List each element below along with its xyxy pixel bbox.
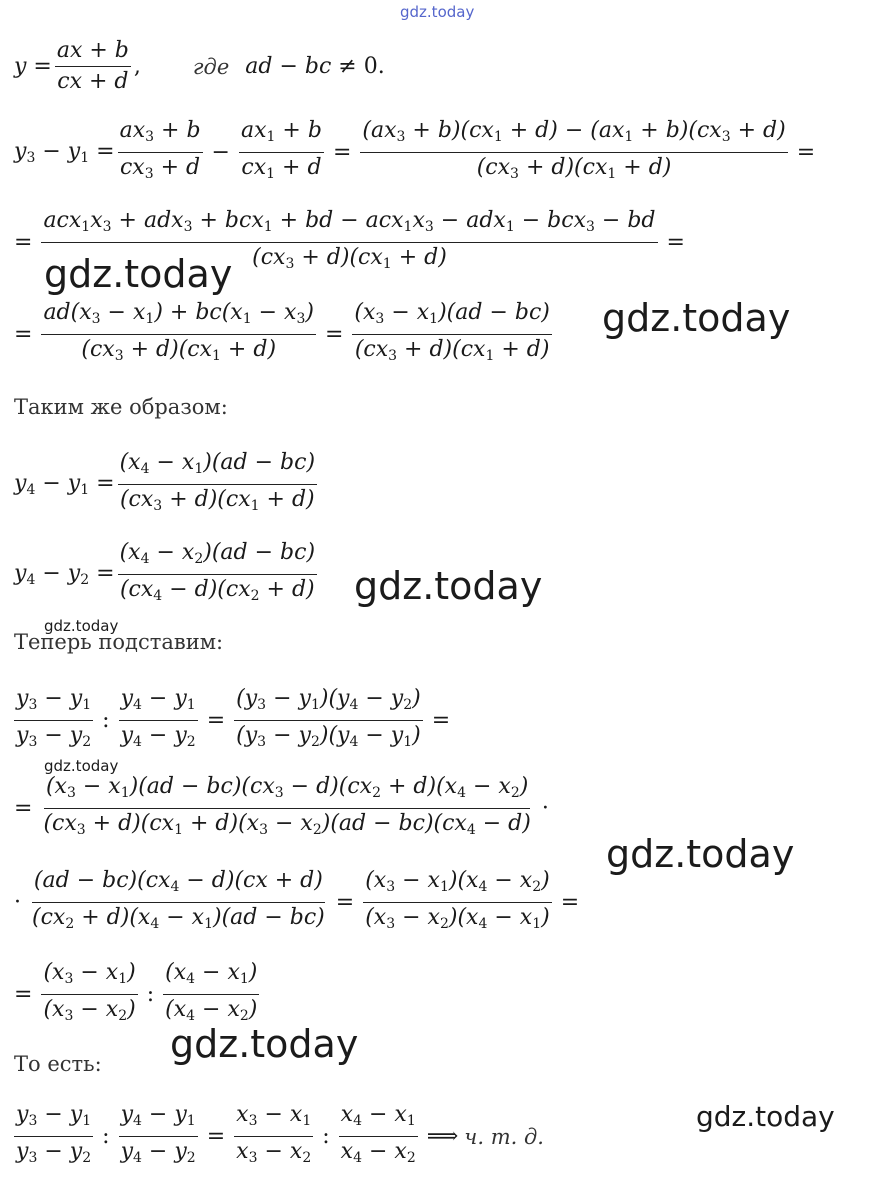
f5-fraction (118, 540, 317, 609)
f1-frac2 (239, 118, 324, 187)
f3-frac2 (352, 300, 551, 369)
formula-factored: = $\frac{ad(x_3 - x_1) + bc(x_1 - x_3)}{(cx_3 + d)(cx_1 + d)}$ = $\frac{(x_3 - x_1)(ad - bc)}{(cx_3 + d)(cx_1 + d)}$ (14, 300, 555, 369)
formula-continued: · $\frac{(ad - bc)(cx_4 - d)(cx + d)}{(cx_2 + d)(x_4 - x_1)(ad - bc)}$ = $\frac{(x_3 - x_1)(x_4 - x_2)}{(x_3 - x_2)(x_4 - x_1)}$ = (14, 868, 585, 937)
formula-expanded: = $\frac{acx_1x_3 + adx_3 + bcx_1 + bd - acx_1x_3 - adx_1 - bcx_3 - bd}{(cx_3 + d)(cx_1 + d)}$ = (14, 208, 691, 277)
that-is-text: То есть: (14, 1052, 102, 1076)
f3-d2: $(cx_3 + d)(cx_1 + d)$ (354, 337, 550, 364)
formula-substituted: = $\frac{(x_3 - x_1)(ad - bc)(cx_3 - d)(cx_2 + d)(x_4 - x_2)}{(cx_3 + d)(cx_1 + d)(x_3 - x_2)(ad - bc)(cx_4 - d)}$ · (14, 774, 555, 843)
f2-den: $(cx_3 + d)(cx_1 + d)$ (252, 245, 447, 272)
f0-den: cx + d (57, 69, 129, 94)
formula-final: $\frac{y_3 - y_1}{y_3 - y_2}$ : $\frac{y_4 - y_1}{y_4 - y_2}$ = $\frac{x_3 - x_1}{x_3 - x_2}$ : $\frac{x_4 - x_1}{x_4 - x_2}$ ⟹ ч. т. д. (14, 1102, 544, 1171)
f6-frac1 (14, 686, 93, 755)
f1-d3: $(cx_3 + d)(cx_1 + d)$ (476, 155, 672, 182)
f0-num: ax + b (55, 38, 131, 67)
formula-simplified: = $\frac{(x_3 - x_1)}{(x_3 - x_2)}$ : $\frac{(x_4 - x_1)}{(x_4 - x_2)}$ (14, 960, 262, 1029)
qed-text: ч. т. д. (464, 1124, 544, 1149)
f10-d4: $x_4 - x_2$ (340, 1139, 416, 1166)
watermark: gdz.today (606, 832, 795, 876)
formula-ratio: $\frac{y_3 - y_1}{y_3 - y_2}$ : $\frac{y_4 - y_1}{y_4 - y_2}$ = $\frac{(y_3 - y_1)(y_4 - y_2)}{(y_3 - y_2)(y_4 - y_1)}$ = (14, 686, 456, 755)
f6-n3: $(y_3 - y_1)(y_4 - y_2)$ (234, 686, 423, 721)
f10-d3: $x_3 - x_2$ (236, 1139, 312, 1166)
formula-y3-minus-y1: $y_3 - y_1$ = $\frac{ax_3 + b}{cx_3 + d}$ − $\frac{ax_1 + b}{cx_1 + d}$ = $\frac{(ax_3 + b)(cx_1 + d) - (ax_1 + b)(cx_3 + d)}{(cx_3 + d)(cx_1 + d)}$ = (14, 118, 821, 187)
f0-condition: ad − bc ≠ 0. (245, 54, 385, 79)
watermark: gdz.today (170, 1022, 359, 1066)
f4-lhs: $y_4 - y_1$ = (14, 471, 115, 498)
f5-den: $(cx_4 - d)(cx_2 + d)$ (119, 577, 315, 604)
f7-fraction (41, 774, 532, 843)
watermark-small: gdz.today (44, 617, 119, 635)
watermark: gdz.today (44, 252, 233, 296)
f6-d3: $(y_3 - y_2)(y_4 - y_1)$ (236, 723, 421, 750)
f1-d1: $cx_3 + d$ (119, 155, 201, 182)
f7-num: $(x_3 - x_1)(ad - bc)(cx_3 - d)(cx_2 + d)(x_4 - x_2)$ (44, 774, 530, 809)
where-word: где (192, 54, 230, 79)
watermark: gdz.today (354, 564, 543, 608)
f5-num: $(x_4 - x_2)(ad - bc)$ (118, 540, 317, 575)
f4-fraction (118, 450, 317, 519)
f8-d2: $(x_3 - x_2)(x_4 - x_1)$ (365, 905, 550, 932)
f0-fraction (55, 38, 131, 95)
f8-n1: $(ad - bc)(cx_4 - d)(cx + d)$ (32, 868, 325, 903)
f1-n3: $(ax_3 + b)(cx_1 + d) - (ax_1 + b)(cx_3 + d)$ (360, 118, 787, 153)
f9-d1: $(x_3 - x_2)$ (43, 997, 136, 1024)
watermark-small: gdz.today (44, 757, 119, 775)
f4-den: $(cx_3 + d)(cx_1 + d)$ (119, 487, 315, 514)
f8-frac1 (30, 868, 327, 937)
watermark: gdz.today (602, 296, 791, 340)
watermark-top: gdz.today (400, 3, 475, 21)
f10-d2: $y_4 - y_2$ (120, 1139, 196, 1166)
formula-y4-minus-y1 (14, 450, 320, 519)
f10-n3: $x_3 - x_1$ (234, 1102, 313, 1137)
f3-frac1 (41, 300, 316, 369)
f10-frac4 (339, 1102, 418, 1171)
f1-n1: $ax_3 + b$ (118, 118, 203, 153)
f9-frac2 (163, 960, 259, 1029)
f9-n2: $(x_4 - x_1)$ (163, 960, 259, 995)
f6-d1: $y_3 - y_2$ (16, 723, 92, 750)
f10-frac2 (119, 1102, 198, 1171)
f6-frac2 (119, 686, 198, 755)
f6-n1: $y_3 - y_1$ (14, 686, 93, 721)
f6-n2: $y_4 - y_1$ (119, 686, 198, 721)
f1-frac1 (118, 118, 203, 187)
f6-frac3 (234, 686, 423, 755)
f8-d1: $(cx_2 + d)(x_4 - x_1)(ad - bc)$ (32, 905, 325, 932)
f10-n2: $y_4 - y_1$ (119, 1102, 198, 1137)
watermark: gdz.today (696, 1100, 835, 1133)
f8-frac2 (363, 868, 552, 937)
f3-n2: $(x_3 - x_1)(ad - bc)$ (352, 300, 551, 335)
formula-definition: y = $\frac{ax + b}{cx + d}$ , где ad − bc ≠ 0. (14, 38, 385, 94)
f1-n2: $ax_1 + b$ (239, 118, 324, 153)
f9-d2: $(x_4 - x_2)$ (165, 997, 258, 1024)
f10-n4: $x_4 - x_1$ (339, 1102, 418, 1137)
f1-lhs: $y_3 - y_1$ = (14, 139, 115, 166)
f6-d2: $y_4 - y_2$ (120, 723, 196, 750)
formula-y4-minus-y2 (14, 540, 320, 609)
f10-d1: $y_3 - y_2$ (16, 1139, 92, 1166)
f8-n2: $(x_3 - x_1)(x_4 - x_2)$ (363, 868, 552, 903)
f1-d2: $cx_1 + d$ (241, 155, 322, 182)
f0-lhs: y = (14, 54, 52, 79)
f9-n1: $(x_3 - x_1)$ (41, 960, 137, 995)
f10-n1: $y_3 - y_1$ (14, 1102, 93, 1137)
f3-d1: $(cx_3 + d)(cx_1 + d)$ (81, 337, 277, 364)
f3-n1: $ad(x_3 - x_1) + bc(x_1 - x_3)$ (41, 300, 316, 335)
f5-lhs: $y_4 - y_2$ = (14, 561, 115, 588)
f2-num: $acx_1x_3 + adx_3 + bcx_1$ + bd − $acx_1x_3 - adx_1 - bcx_3$ − bd (41, 208, 657, 243)
f4-num: $(x_4 - x_1)(ad - bc)$ (118, 450, 317, 485)
f10-frac1 (14, 1102, 93, 1171)
same-way-text: Таким же образом: (14, 395, 228, 419)
f10-frac3 (234, 1102, 313, 1171)
f1-frac3 (360, 118, 787, 187)
f9-frac1 (41, 960, 137, 1029)
f7-den: $(cx_3 + d)(cx_1 + d)(x_3 - x_2)(ad - bc)(cx_4 - d)$ (43, 811, 531, 838)
substitute-text: Теперь подставим: (14, 630, 224, 654)
